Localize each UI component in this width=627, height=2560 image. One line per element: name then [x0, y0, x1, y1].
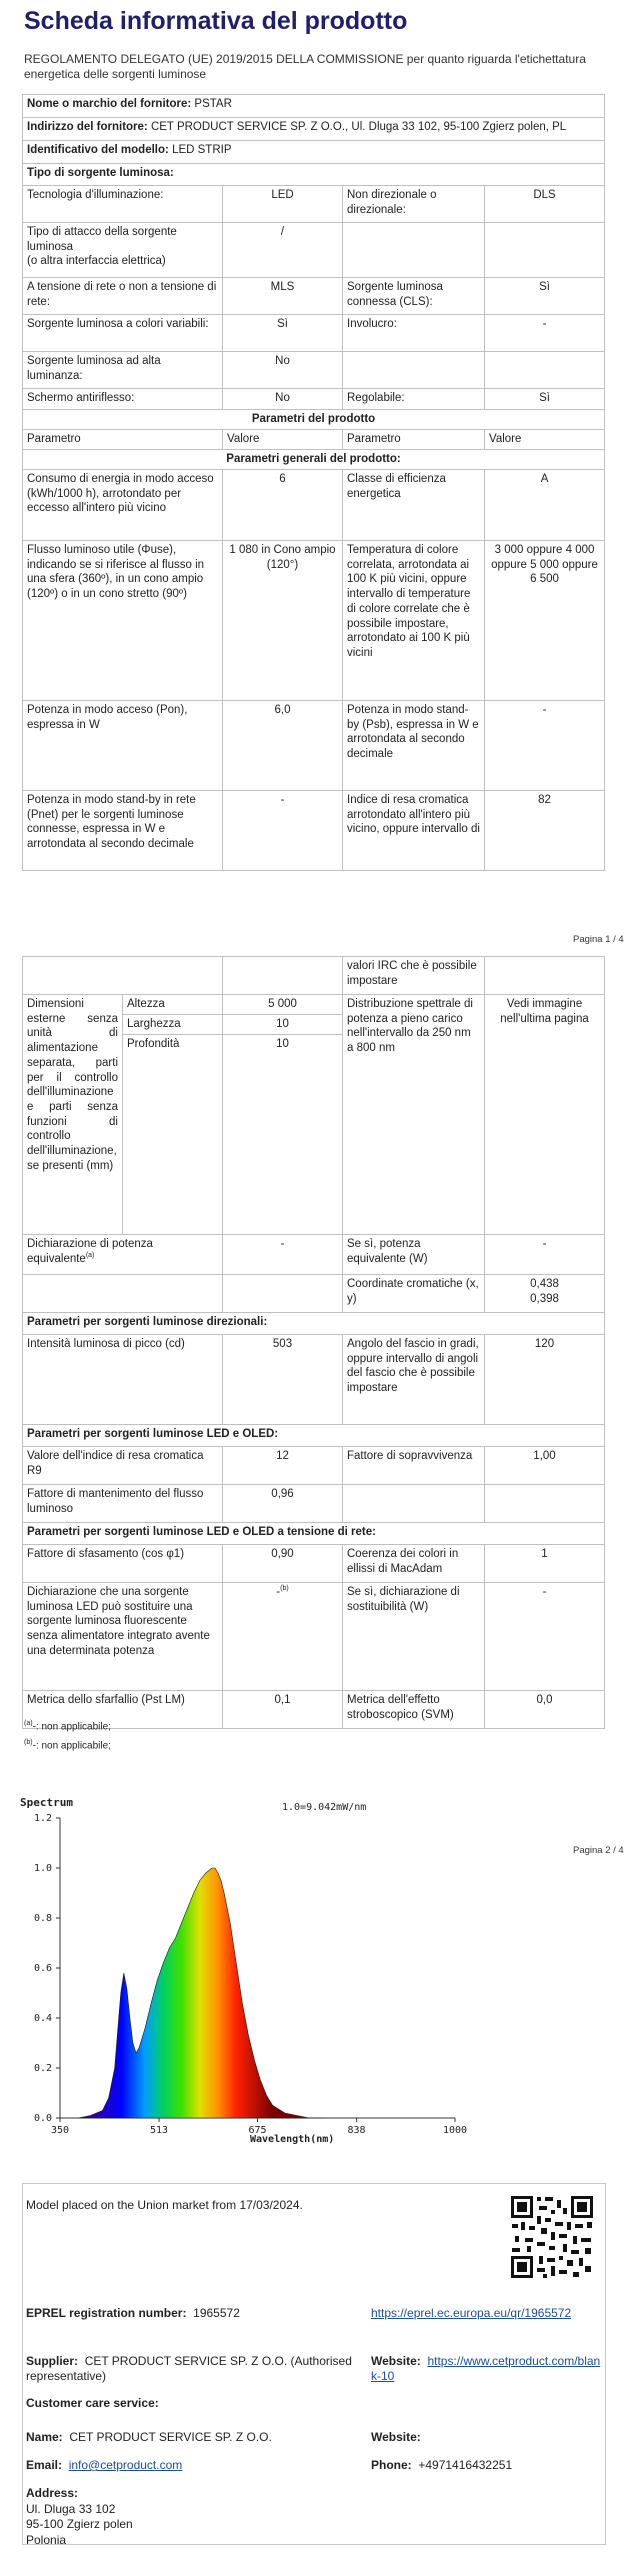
- beam-value: 120: [485, 1335, 605, 1425]
- spectrum-chart: [0, 1790, 627, 2160]
- eprel-reg-row: EPREL registration number: 1965572: [26, 2306, 240, 2320]
- care-email-row: Email: info@cetproduct.com: [26, 2458, 183, 2472]
- spd-value: Vedi immagine nell'ultima pagina: [485, 995, 605, 1235]
- cell-value: A: [485, 470, 605, 541]
- address-label: Address:: [26, 2486, 79, 2500]
- page-number: Pagina 1 / 4: [573, 934, 624, 945]
- cell-label: A tensione di rete o non a tensione di rete:: [23, 278, 223, 315]
- cell-label: Tipo di attacco della sorgente luminosa (o altra interfaccia elettrica): [23, 223, 223, 278]
- replace-w-label: Se sì, dichiarazione di sostituibilità (W): [343, 1583, 485, 1691]
- column-header-row: [23, 430, 605, 450]
- cell-label: Indice di resa cromatica arrotondato all'intero più vicino, oppure intervallo di: [343, 791, 485, 871]
- cell-label: Schermo antiriflesso:: [23, 389, 223, 410]
- chart-annotation: 1.0=9.042mW/nm: [282, 1802, 367, 1813]
- cell-empty: [23, 957, 223, 995]
- cell-value: Sì: [485, 389, 605, 410]
- supplier-row: Supplier: CET PRODUCT SERVICE SP. Z O.O. (Authorised representative): [26, 2354, 352, 2384]
- general-params-heading: Parametri generali del prodotto:: [23, 450, 605, 470]
- table-row: [23, 701, 605, 791]
- y-tick-label: 0.0: [33, 2113, 52, 2124]
- supplier-name-row: Nome o marchio del fornitore: PSTAR: [23, 95, 605, 118]
- regulation-text: REGOLAMENTO DELEGATO (UE) 2019/2015 DELLA COMMISSIONE per quanto riguarda l'etichettatura energetica delle sorgenti luminose: [24, 52, 586, 82]
- footnote-b: $^{(b)}$-: non applicabile;: [24, 1739, 111, 1752]
- cell-value: MLS: [223, 278, 343, 315]
- table-row: [23, 1485, 605, 1523]
- eprel-reg-link[interactable]: https://eprel.ec.europa.eu/qr/1965572: [371, 2306, 572, 2320]
- height-value: 5 000: [223, 995, 343, 1015]
- column-header: Valore: [223, 430, 343, 450]
- y-tick-label: 1.2: [33, 1813, 52, 1824]
- survival-label: Fattore di sopravvivenza: [343, 1447, 485, 1485]
- table-row: [23, 1447, 605, 1485]
- cell-value: No: [223, 352, 343, 389]
- care-name-row: Name: CET PRODUCT SERVICE SP. Z O.O.: [26, 2430, 272, 2444]
- cell-label: Involucro:: [343, 315, 485, 352]
- macadam-value: 1: [485, 1545, 605, 1583]
- height-label: Altezza: [123, 995, 223, 1015]
- x-tick-label: 675: [248, 2125, 267, 2136]
- peak-label: Intensità luminosa di picco (cd): [23, 1335, 223, 1425]
- email-link[interactable]: info@cetproduct.com: [68, 2458, 183, 2472]
- product-info-table: [22, 94, 605, 871]
- cell-label: Sorgente luminosa connessa (CLS):: [343, 278, 485, 315]
- cell-label: Regolabile:: [343, 389, 485, 410]
- spectrum-area: [78, 1868, 321, 2118]
- supplier-address-row: Indirizzo del fornitore: CET PRODUCT SERVICE SP. Z O.O., Ul. Dluga 33 102, 95-100 Zgierz polen, PL: [23, 118, 605, 141]
- cell-empty: [343, 1485, 485, 1523]
- depth-value: 10: [223, 1035, 343, 1235]
- qr-code-icon[interactable]: [509, 2194, 595, 2280]
- website-row: Website: https://www.cetproduct.com/blank-10: [371, 2354, 601, 2384]
- pst-value: 0,1: [223, 1691, 343, 1729]
- cell-label: Non direzionale o direzionale:: [343, 186, 485, 223]
- page-title: Scheda informativa del prodotto: [24, 7, 408, 35]
- table-row: [23, 352, 605, 389]
- column-header: Valore: [485, 430, 605, 450]
- table-row: [23, 315, 605, 352]
- equiv-label: Dichiarazione di potenza equivalente$^{(a)}$: [23, 1235, 223, 1275]
- page-number: Pagina 2 / 4: [573, 1845, 624, 1856]
- y-tick-label: 0.8: [33, 1913, 52, 1924]
- svm-value: 0,0: [485, 1691, 605, 1729]
- care-phone-row: Phone: +4971416432251: [371, 2458, 513, 2472]
- replace-value: -$^{(b)}$: [223, 1583, 343, 1691]
- y-tick-label: 0.2: [33, 2063, 52, 2074]
- mains-heading: Parametri per sorgenti luminose LED e OLED a tensione di rete:: [23, 1523, 605, 1545]
- survival-value: 1,00: [485, 1447, 605, 1485]
- footnote-a: $^{(a)}$-: non applicabile;: [24, 1720, 111, 1733]
- table-row: [23, 1235, 605, 1275]
- coord-label: Coordinate cromatiche (x, y): [343, 1275, 485, 1313]
- cell-label: [343, 352, 485, 389]
- table-row: [23, 1335, 605, 1425]
- cell-value: [485, 223, 605, 278]
- cell-value: 1 080 in Cono ampio (120°): [223, 541, 343, 701]
- cell-value: LED: [223, 186, 343, 223]
- table-row: [23, 186, 605, 223]
- maintenance-label: Fattore di mantenimento del flusso luminoso: [23, 1485, 223, 1523]
- table-row: [23, 791, 605, 871]
- table-row: [23, 1583, 605, 1691]
- care-website-label: Website:: [371, 2430, 421, 2444]
- light-source-type-heading: Tipo di sorgente luminosa:: [23, 164, 605, 186]
- cell-label: Consumo di energia in modo acceso (kWh/1000 h), arrotondato per eccesso all'intero più vicino: [23, 470, 223, 541]
- cos-value: 0,90: [223, 1545, 343, 1583]
- cell-empty: [485, 1485, 605, 1523]
- r9-label: Valore dell'indice di resa cromatica R9: [23, 1447, 223, 1485]
- cell-value: 82: [485, 791, 605, 871]
- table-row: [23, 1275, 605, 1313]
- website-link[interactable]: https://www.cetproduct.com/blank-10: [371, 2354, 601, 2384]
- cell-value: 6: [223, 470, 343, 541]
- table-row: [23, 957, 605, 995]
- coord-value: 0,438 0,398: [485, 1275, 605, 1313]
- address-value: Ul. Dluga 33 102 95-100 Zgierz polen Polonia: [26, 2502, 133, 2547]
- cell-label: Flusso luminoso utile (Φuse), indicando se si riferisce al flusso in una sfera (360º), in un cono ampio (120º) o in un cono stretto (90º): [23, 541, 223, 701]
- table-row: [23, 223, 605, 278]
- x-tick-label: 350: [50, 2125, 70, 2136]
- product-params-heading: Parametri del prodotto: [23, 410, 605, 430]
- market-text: Model placed on the Union market from 17/03/2024.: [26, 2198, 303, 2212]
- cell-label: Potenza in modo acceso (Pon), espressa in W: [23, 701, 223, 791]
- spd-label: Distribuzione spettrale di potenza a pieno carico nell'intervallo da 250 nm a 800 nm: [343, 995, 485, 1235]
- depth-label: Profondità: [123, 1035, 223, 1235]
- cell-value: 3 000 oppure 4 000 oppure 5 000 oppure 6 500: [485, 541, 605, 701]
- svm-label: Metrica dell'effetto stroboscopico (SVM): [343, 1691, 485, 1729]
- customer-care-heading: Customer care service:: [26, 2396, 159, 2410]
- table-row: [23, 278, 605, 315]
- cell-empty: [223, 1275, 343, 1313]
- cell-label: Potenza in modo stand-by (Psb), espressa in W e arrotondata al secondo decimale: [343, 701, 485, 791]
- equiv-w-value: -: [485, 1235, 605, 1275]
- peak-value: 503: [223, 1335, 343, 1425]
- cell-empty: [485, 957, 605, 995]
- equiv-w-label: Se sì, potenza equivalente (W): [343, 1235, 485, 1275]
- cell-value: Sì: [485, 278, 605, 315]
- y-tick-label: 1.0: [33, 1863, 52, 1874]
- maintenance-value: 0,96: [223, 1485, 343, 1523]
- cell-label: Sorgente luminosa ad alta luminanza:: [23, 352, 223, 389]
- y-tick-label: 0.6: [33, 1963, 52, 1974]
- cell-empty: [223, 957, 343, 995]
- r9-value: 12: [223, 1447, 343, 1485]
- cell-value: -: [485, 701, 605, 791]
- column-header: Parametro: [23, 430, 223, 450]
- width-label: Larghezza: [123, 1015, 223, 1035]
- equiv-value: -: [223, 1235, 343, 1275]
- cell-value: -: [223, 791, 343, 871]
- cell-value: -: [485, 315, 605, 352]
- table-row: [23, 1545, 605, 1583]
- cell-label: Tecnologia d'illuminazione:: [23, 186, 223, 223]
- table-row: [23, 470, 605, 541]
- dimensions-label: Dimensioni esterne senza unità di alimentazione separata, parti per il controllo dell'illuminazione e parti senza funzioni di controllo dell'illuminazione, se presenti (mm): [23, 995, 123, 1235]
- eprel-card: [22, 2183, 606, 2545]
- table-row: [23, 995, 605, 1015]
- width-value: 10: [223, 1015, 343, 1035]
- cell-value: Sì: [223, 315, 343, 352]
- product-params-table-continued: [22, 956, 605, 1729]
- cell-label: [343, 223, 485, 278]
- y-tick-label: 0.4: [33, 2013, 52, 2024]
- directional-heading: Parametri per sorgenti luminose direzionali:: [23, 1313, 605, 1335]
- cell-label: Temperatura di colore correlata, arrotondata ai 100 K più vicini, oppure intervallo di temperature di colore correlate che è possibile impostare, arrotondato ai 100 K più vicini: [343, 541, 485, 701]
- cell-value: No: [223, 389, 343, 410]
- pst-label: Metrica dello sfarfallio (Pst LM): [23, 1691, 223, 1729]
- cell-value: /: [223, 223, 343, 278]
- replace-label: Dichiarazione che una sorgente luminosa LED può sostituire una sorgente luminosa fluorescente senza alimentatore integrato avente una determinata potenza: [23, 1583, 223, 1691]
- chart-title: Spectrum: [20, 1796, 73, 1809]
- cell-value: DLS: [485, 186, 605, 223]
- cell-empty: [23, 1275, 223, 1313]
- cell-label: Potenza in modo stand-by in rete (Pnet) per le sorgenti luminose connesse, espressa in W e arrotondata al secondo decimale: [23, 791, 223, 871]
- cell-label: valori IRC che è possibile impostare: [343, 957, 485, 995]
- column-header: Parametro: [343, 430, 485, 450]
- x-axis-label: Wavelength(nm): [250, 2134, 335, 2145]
- beam-label: Angolo del fascio in gradi, oppure intervallo di angoli del fascio che è possibile impostare: [343, 1335, 485, 1425]
- model-id-row: Identificativo del modello: LED STRIP: [23, 141, 605, 164]
- x-tick-label: 513: [150, 2125, 169, 2136]
- x-tick-label: 838: [347, 2125, 366, 2136]
- replace-w-value: -: [485, 1583, 605, 1691]
- table-row: [23, 389, 605, 410]
- macadam-label: Coerenza dei colori in ellissi di MacAdam: [343, 1545, 485, 1583]
- table-row: [23, 541, 605, 701]
- cell-value: [485, 352, 605, 389]
- cell-label: Classe di efficienza energetica: [343, 470, 485, 541]
- cos-label: Fattore di sfasamento (cos φ1): [23, 1545, 223, 1583]
- x-tick-label: 1000: [442, 2125, 468, 2136]
- led-heading: Parametri per sorgenti luminose LED e OLED:: [23, 1425, 605, 1447]
- cell-value: 6,0: [223, 701, 343, 791]
- cell-label: Sorgente luminosa a colori variabili:: [23, 315, 223, 352]
